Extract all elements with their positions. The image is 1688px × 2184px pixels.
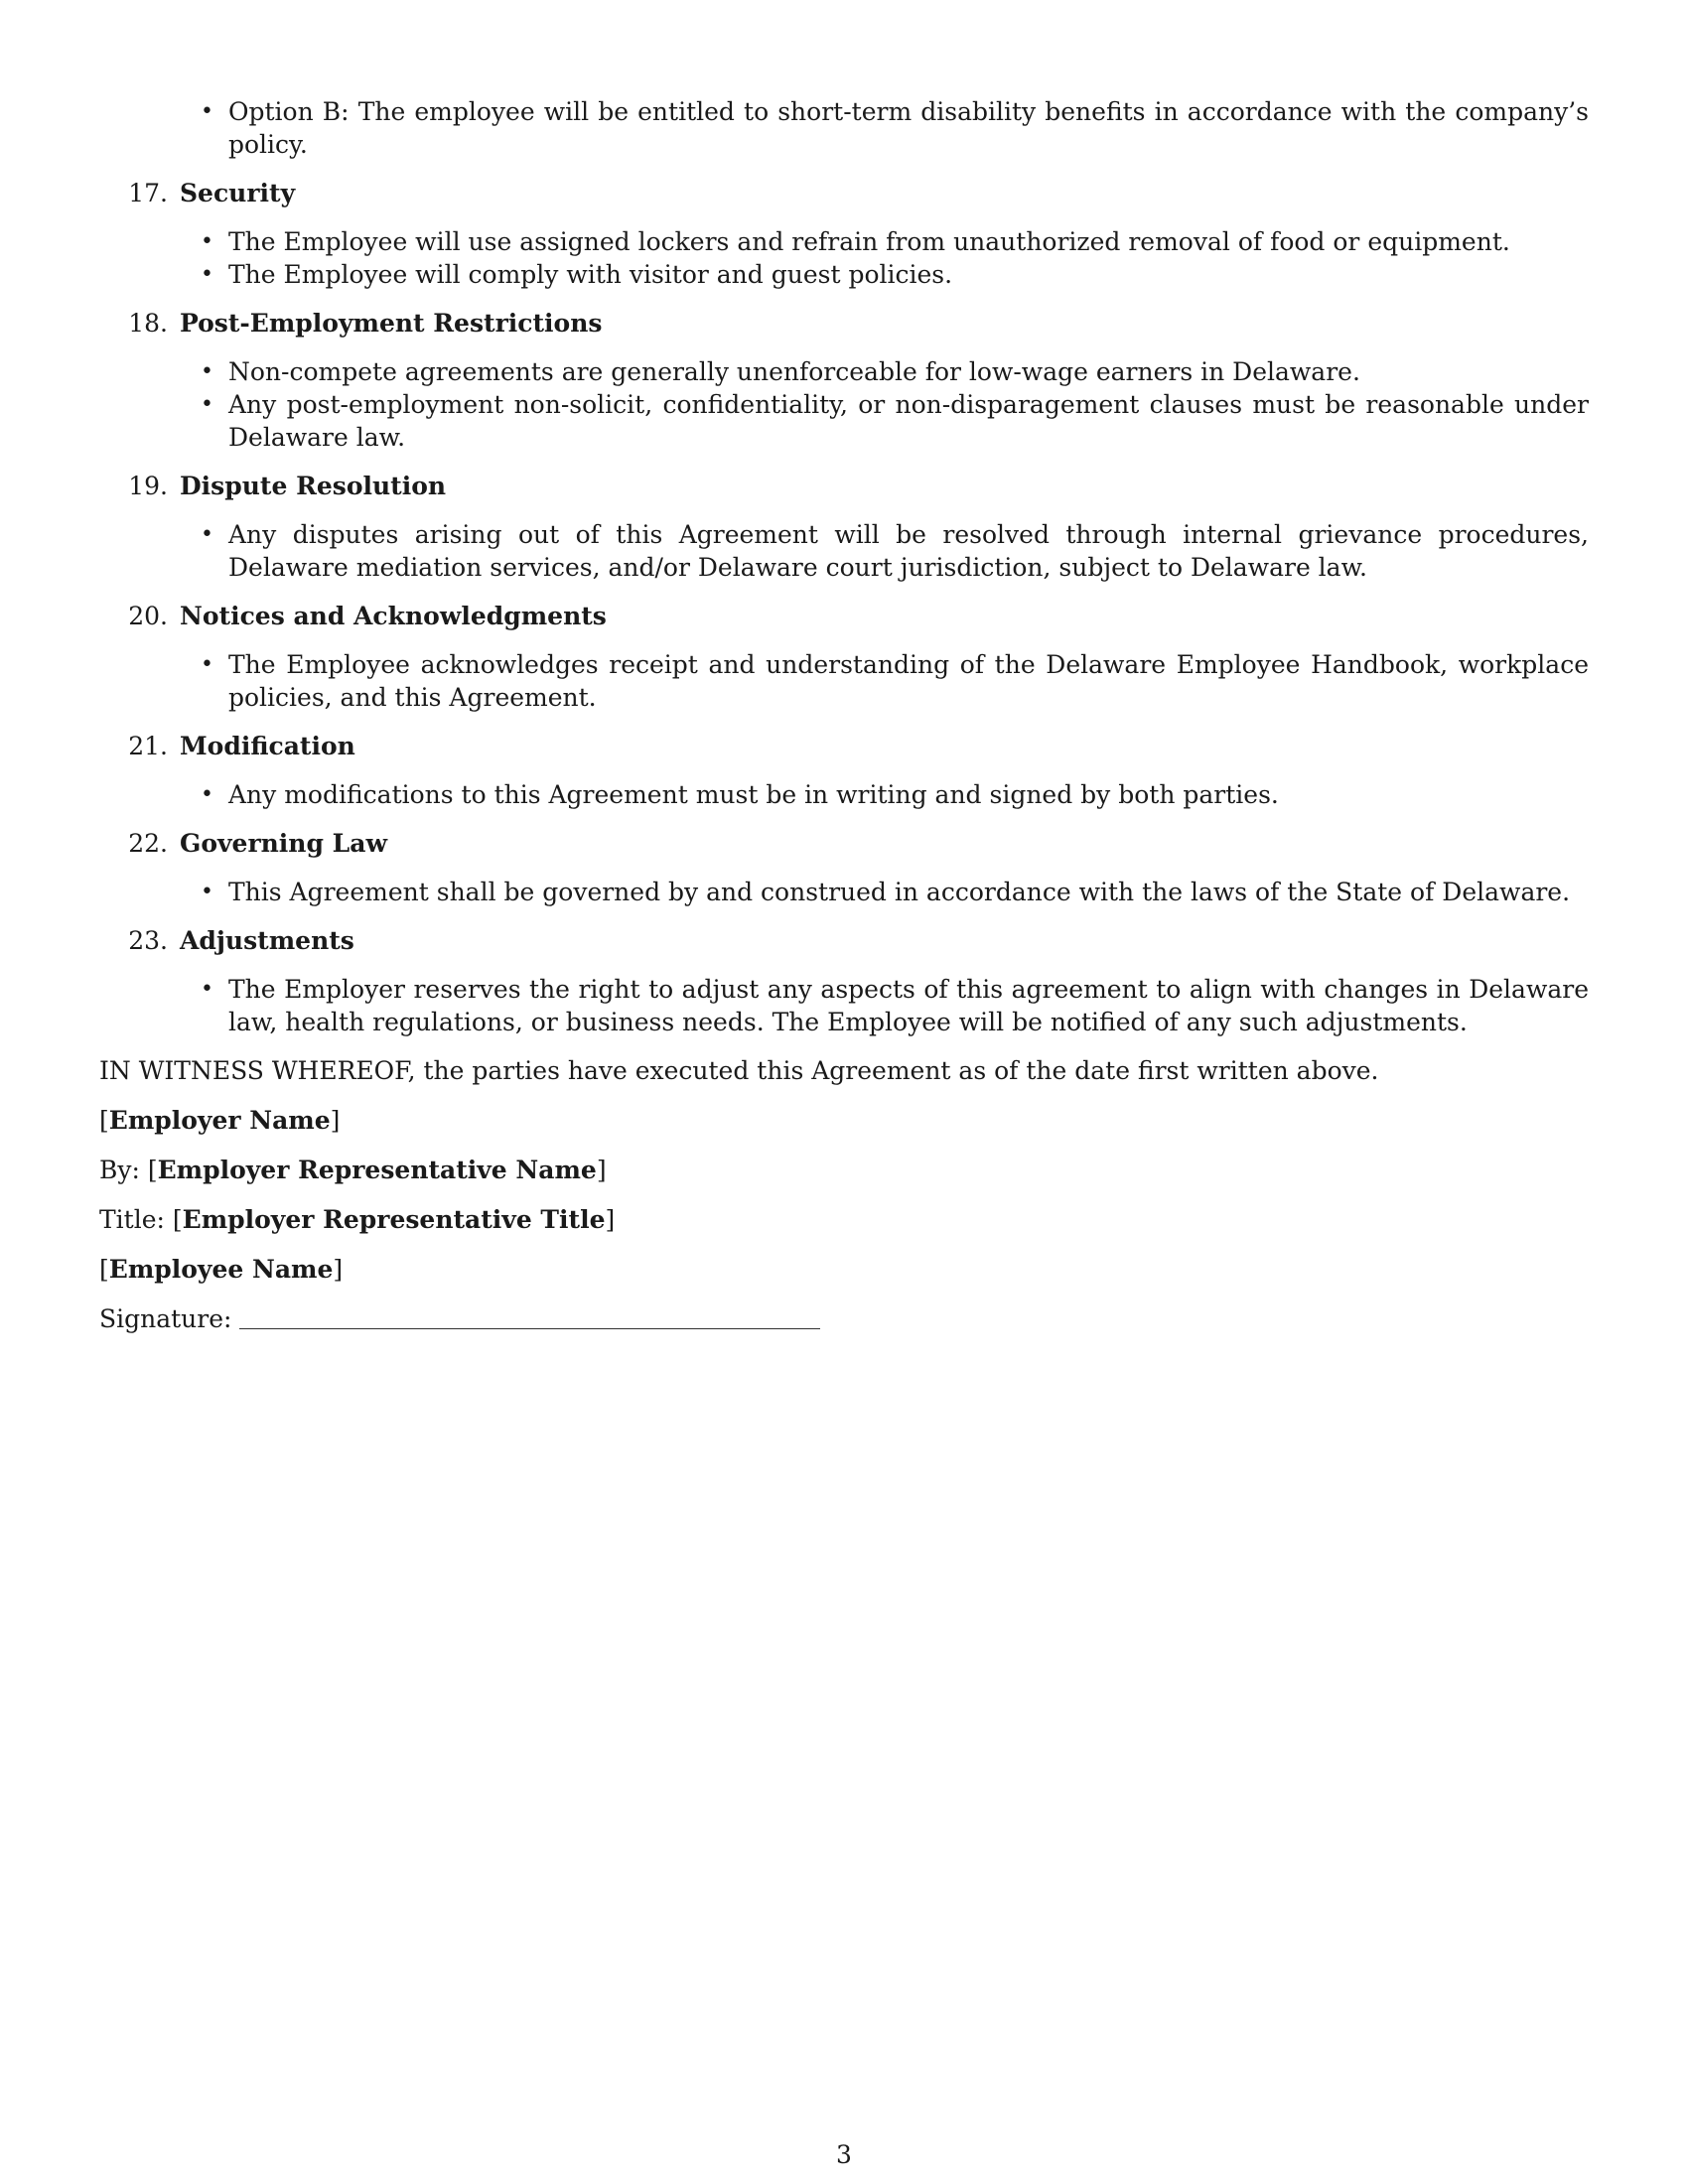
document-page bbox=[99, 95, 1589, 1352]
bullet-item: • The Employer reserves the right to adjust any aspects of this agreement to align with changes in Delaware law, health regulations, or business needs. The Employee will be notified of any such adjustments. bbox=[228, 973, 1589, 1038]
section-23 bbox=[99, 924, 1589, 1038]
by-label: By: [ bbox=[99, 1156, 158, 1184]
bullet-list bbox=[99, 355, 1589, 454]
representative-title-line bbox=[99, 1203, 1589, 1236]
section-number: 19. bbox=[128, 472, 168, 500]
representative-name-placeholder: Employer Representative Name bbox=[157, 1156, 597, 1184]
section-22 bbox=[99, 827, 1589, 908]
section-heading bbox=[99, 730, 1589, 762]
lead-bullet-list bbox=[99, 95, 1589, 161]
representative-title-placeholder: Employer Representative Title bbox=[182, 1205, 606, 1234]
section-title: Modification bbox=[180, 732, 355, 760]
bullet-list bbox=[99, 778, 1589, 811]
bracket-close: ] bbox=[333, 1255, 344, 1284]
bullet-list bbox=[99, 973, 1589, 1038]
bullet-item: • The Employee will comply with visitor and guest policies. bbox=[228, 258, 1589, 291]
signature-line[interactable] bbox=[239, 1306, 820, 1329]
bullet-item: • Any modifications to this Agreement must be in writing and signed by both parties. bbox=[228, 778, 1589, 811]
signature-label: Signature: bbox=[99, 1304, 232, 1333]
section-heading bbox=[99, 600, 1589, 632]
section-number: 20. bbox=[128, 602, 168, 630]
section-heading bbox=[99, 827, 1589, 860]
bullet-list bbox=[99, 518, 1589, 584]
bracket-close: ] bbox=[330, 1106, 341, 1135]
section-number: 21. bbox=[128, 732, 168, 760]
witness-statement: IN WITNESS WHEREOF, the parties have executed this Agreement as of the date first written above. bbox=[99, 1056, 1379, 1085]
section-heading bbox=[99, 177, 1589, 209]
section-number: 23. bbox=[128, 926, 168, 955]
bullet-item: • Non-compete agreements are generally unenforceable for low-wage earners in Delaware. bbox=[228, 355, 1589, 388]
employer-name-placeholder: Employer Name bbox=[108, 1106, 331, 1135]
section-number: 17. bbox=[128, 179, 168, 207]
bullet-list bbox=[99, 648, 1589, 714]
bullet-list bbox=[99, 225, 1589, 291]
bracket-close: ] bbox=[605, 1205, 616, 1234]
bullet-list bbox=[99, 876, 1589, 908]
representative-name-line bbox=[99, 1154, 1589, 1186]
section-17 bbox=[99, 177, 1589, 291]
title-label: Title: [ bbox=[99, 1205, 183, 1234]
section-heading bbox=[99, 470, 1589, 502]
section-title: Security bbox=[180, 179, 296, 207]
section-number: 22. bbox=[128, 829, 168, 858]
bracket-open: [ bbox=[99, 1106, 109, 1135]
section-title: Notices and Acknowledgments bbox=[180, 602, 607, 630]
employee-name-line bbox=[99, 1253, 1589, 1286]
section-title: Governing Law bbox=[180, 829, 387, 858]
section-18 bbox=[99, 307, 1589, 454]
section-heading bbox=[99, 924, 1589, 957]
bullet-item: • Any disputes arising out of this Agreement will be resolved through internal grievance procedures, Delaware mediation services, and/or Delaware court jurisdiction, subject to Delaware law. bbox=[228, 518, 1589, 584]
section-21 bbox=[99, 730, 1589, 811]
bracket-open: [ bbox=[99, 1255, 109, 1284]
signature-line-row bbox=[99, 1302, 1589, 1335]
employee-name-placeholder: Employee Name bbox=[108, 1255, 334, 1284]
bullet-item: • This Agreement shall be governed by and construed in accordance with the laws of the State of Delaware. bbox=[228, 876, 1589, 908]
section-title: Post-Employment Restrictions bbox=[180, 309, 603, 338]
bullet-item: • The Employee will use assigned lockers and refrain from unauthorized removal of food or equipment. bbox=[228, 225, 1589, 258]
section-heading bbox=[99, 307, 1589, 340]
section-19 bbox=[99, 470, 1589, 584]
section-title: Dispute Resolution bbox=[180, 472, 447, 500]
section-20 bbox=[99, 600, 1589, 714]
section-title: Adjustments bbox=[180, 926, 354, 955]
bullet-item: • The Employee acknowledges receipt and understanding of the Delaware Employee Handbook, workplace policies, and this Agreement. bbox=[228, 648, 1589, 714]
bullet-item: • Any post-employment non-solicit, confidentiality, or non-disparagement clauses must be reasonable under Delaware law. bbox=[228, 388, 1589, 454]
bullet-item: • Option B: The employee will be entitled to short-term disability benefits in accordance with the company’s policy. bbox=[228, 95, 1589, 161]
bracket-close: ] bbox=[596, 1156, 607, 1184]
employer-name-line bbox=[99, 1104, 1589, 1137]
page-number: 3 bbox=[836, 2140, 852, 2169]
section-number: 18. bbox=[128, 309, 168, 338]
signature-block bbox=[99, 1054, 1589, 1335]
